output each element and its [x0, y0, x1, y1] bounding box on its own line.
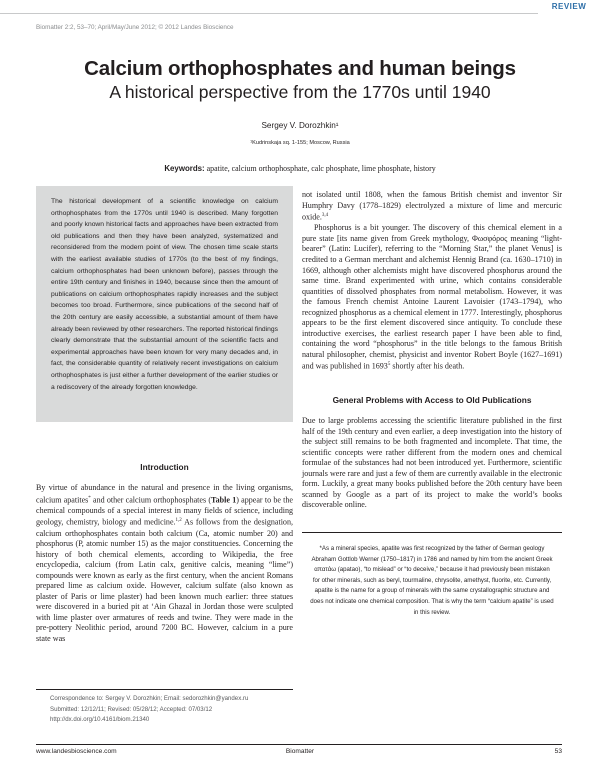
footer-website[interactable]: www.landesbioscience.com [36, 748, 117, 755]
correspondence-box [50, 694, 290, 726]
keywords-line [0, 164, 600, 173]
intro-text-d: As follows from the designation, calcium orthophosphates contain both calcium (Ca, atomic number 20) and phosphorus (P, atomic number 15) as the major constituencies. Concerning the history of both chemical elements, according to Wikipedia, the free encyclopedia, calcium (from Latin calx, genitive calcis, meaning “lime”) compounds were known as early as the first century, when the ancient Romans prepared lime as calcium oxide. However, calcium sulfate (also known as plaster of Paris or lime plaster) had been known much earlier: three statues were discovered in a buried pit at ‘Ain Ghazal in Jordan those were sculpted with lime plaster over armatures of reeds and twine. They were made in the pre-pottery Neolithic period, around 7200 BC. However, calcium in a pure state was [36, 517, 293, 643]
table-reference[interactable]: Table 1 [211, 495, 237, 505]
author-affiliation: ¹Kudrinskaja sq. 1-155; Moscow, Russia [250, 140, 350, 146]
right-column-bottom [302, 416, 562, 511]
article-subtitle: A historical perspective from the 1770s until 1940 [109, 82, 491, 102]
citation-marker: 5 [387, 362, 391, 368]
footer-journal: Biomatter [285, 748, 315, 755]
submission-dates: Submitted: 12/12/11; Revised: 05/28/12; Accepted: 07/03/12 [50, 705, 213, 713]
correspondence-divider [36, 689, 293, 690]
section-tag: REVIEW [538, 0, 600, 14]
intro-text-a: By virtue of abundance in the natural and presence in the living organisms, calcium apatites [36, 483, 293, 505]
intro-text-c: ) appear to be the chemical compounds of a special interest in many fields of science, including geology, chemistry, biology and medicine. [36, 495, 293, 527]
citation-marker: 1,2 [175, 518, 182, 524]
footnote-marker: * [88, 495, 91, 501]
keywords-list: apatite, calcium orthophosphate, calc phosphate, lime phosphate, history [206, 164, 436, 173]
right-text-p1: not isolated until 1808, when the famous British chemist and inventor Sir Humphry Davy (1778–1829) electrolyzed a mixture of lime and mercuric oxide. [302, 190, 562, 222]
right-text-p3: Due to large problems accessing the scientific literature published in the first half of the 19th century and even earlier, a deep investigation into the history of the subject still remains to be both fragmented and incomplete. That time, the scientific concepts were rather different from the modern ones and chemical formulae of the substances had not been introduced yet. Furthermore, scientific journals were rare and just a few of them are currently available in the electronic form. Luckily, a great many books published before the 20th century have been scanned by Google as a part of its project to make the world’s books discoverable online. [302, 416, 562, 510]
intro-paragraph [36, 483, 293, 645]
keywords-label: Keywords: [164, 164, 205, 173]
right-column-top [302, 190, 562, 373]
right-text-p2-end: shortly after his death. [390, 362, 465, 372]
author-name: Sergey V. Dorozhkin¹ [261, 121, 339, 130]
right-text-p2: Phosphorus is a bit younger. The discovery of this chemical element in a pure state [its name given from Greek mythology, Φωσφόρος meaning “light-bearer” (Latin: Lucifer), referring to the “Morning Star,” the planet Venus] is credited to a German merchant and alchemist Hennig Brand (ca. 1630–1710) in 1669, although other alchemists might have discovered phosphorus around the same time. Brand experimented with urine, which contains considerable quantities of dissolved phosphates from normal metabolism. However, it was the famous French chemist Antoine Laurent Lavoisier (1743–1794), who recognized phosphorus as a chemical element in 1777. Interestingly, phosphorus appears to be the first element discovered since antiquity. To conclude these introductive exercises, the earliest research paper I have been able to find, containing the word “phosphorus” in the title belongs to the famous British natural philosopher, chemist, physicist and inventor Robert Boyle (1627–1691) and was published in 1693 [302, 223, 562, 372]
footnote: *As a mineral species, apatite was first recognized by the father of German geology Abraham Gottlob Werner (1750–1817) in 1786 and named by him from the ancient Greek απατάω (apatao), “to mislead” or “to deceive,” because it had previously been mistaken for other minerals, such as beryl, tourmaline, chrysolite, amethyst, fluorite, etc. Currently, apatite is the name for a group of minerals with the same crystallographic structure and does not indicate one chemical composition. That is why the term “calcium apatite” is used in this review. [310, 545, 554, 616]
doi-link[interactable]: http://dx.doi.org/10.4161/biom.21340 [50, 716, 150, 724]
header-rule [0, 10, 600, 16]
journal-citation: Biomatter 2:2, 53–70; April/May/June 2012; © 2012 Landes Bioscience [36, 24, 234, 31]
footnote-divider [302, 532, 562, 533]
article-title: Calcium orthophosphates and human beings [84, 57, 516, 80]
citation-marker: 3,4 [321, 213, 329, 219]
intro-heading: Introduction [140, 462, 189, 472]
page-number: 53 [554, 748, 562, 755]
correspondence-line: Correspondence to: Sergey V. Dorozhkin; Email: sedorozhkin@yandex.ru [50, 695, 249, 702]
abstract-box: The historical development of a scientific knowledge on calcium orthophosphates from the 1770s until 1940 is described. Many forgotten and poorly known historical facts and approaches have been extracted from old publications and then they have been analyzed, systematized and reconsidered from the modern point of view. The chosen time scale starts with the earliest available studies of 1770s (to the best of my findings, calcium orthophosphates had been unknown before), passes through the entire 19th century and finishes in 1940, because since then the amount of publications on calcium orthophosphates rapidly increases and the subject becomes too broad. Furthermore, since publications of the second half of the 20th century are easily accessible, a substantial amount of them have already been reviewed by other researchers. The reported historical findings clearly demonstrate that the substantial amount of the scientific facts and experimental approaches have been known for very many decades and, in fact, the considerable quantity of relatively recent investigations on calcium orthophosphates is just either a further development of the earlier studies or a rediscovery of the already forgotten knowledge. [36, 186, 293, 422]
intro-text-b: and other calcium orthophosphates ( [90, 495, 212, 505]
footer-rule [36, 744, 562, 745]
general-problems-heading: General Problems with Access to Old Publications [332, 395, 532, 405]
